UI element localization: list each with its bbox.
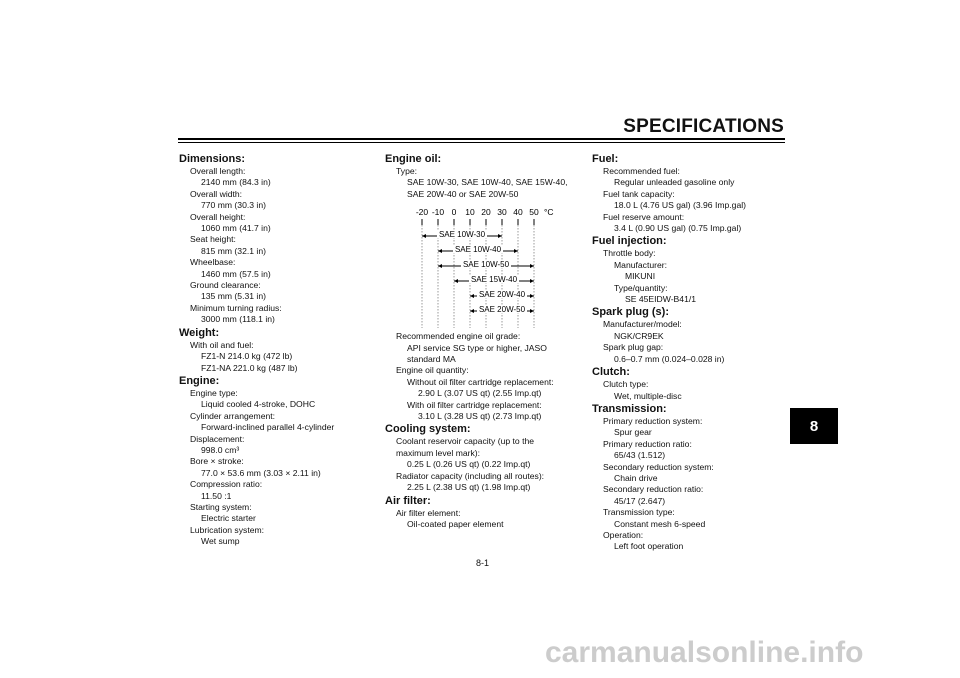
oil-without-value: 2.90 L (3.07 US qt) (2.55 Imp.qt) xyxy=(418,388,542,399)
fuel-tank-label: Fuel tank capacity: xyxy=(603,188,675,199)
overall-length-value: 2140 mm (84.3 in) xyxy=(201,177,271,188)
lubrication-label: Lubrication system: xyxy=(190,524,265,535)
ground-clearance-value: 135 mm (5.31 in) xyxy=(201,291,266,302)
fuel-rec-label: Recommended fuel: xyxy=(603,166,680,176)
radiator-label: Radiator capacity (including all routes): xyxy=(396,470,545,481)
manufacturer-value: MIKUNI xyxy=(625,271,656,282)
overall-height-value: 1060 mm (41.7 in) xyxy=(201,223,271,234)
bar-arrow-right xyxy=(530,309,534,313)
tick-label: -10 xyxy=(431,207,445,218)
sec-ratio-value: 45/17 (2.647) xyxy=(614,495,666,506)
tick-label: -20 xyxy=(415,207,429,218)
watermark: carmanualsonline.info xyxy=(545,636,864,669)
bar-arrow-right xyxy=(530,294,534,298)
reservoir-value: 0.25 L (0.26 US qt) (0.22 Imp.qt) xyxy=(407,459,531,470)
sec-ratio-label: Secondary reduction ratio: xyxy=(603,484,704,495)
bore-stroke-label: Bore × stroke: xyxy=(190,456,244,467)
wheelbase-value: 1460 mm (57.5 in) xyxy=(201,268,271,279)
plug-model-label: Manufacturer/model: xyxy=(603,319,682,330)
bar-label: SAE 10W-30 xyxy=(438,230,486,240)
operation-value: Left foot operation xyxy=(614,541,684,552)
compression-value: 11.50 :1 xyxy=(201,490,232,501)
engine-type-value: Liquid cooled 4-stroke, DOHC xyxy=(201,399,316,410)
bar-label: SAE 20W-50 xyxy=(478,305,526,315)
trans-type-label: Transmission type: xyxy=(603,507,675,518)
weight-heading: Weight: xyxy=(179,326,220,339)
oil-grade-line1: API service SG type or higher, JASO xyxy=(407,342,547,353)
displacement-label: Displacement: xyxy=(190,433,245,444)
bar-arrow-right xyxy=(514,249,518,253)
oil-type-label: Type: xyxy=(396,166,418,176)
reservoir-line1: Coolant reservoir capacity (up to the xyxy=(396,436,535,447)
prim-ratio-value: 65/43 (1.512) xyxy=(614,450,666,461)
bar-arrow-left xyxy=(422,234,426,238)
oil-with-label: With oil filter cartridge replacement: xyxy=(407,399,542,410)
tick-label: 50 xyxy=(529,207,539,218)
fuel-reserve-value: 3.4 L (0.90 US gal) (0.75 Imp.gal) xyxy=(614,223,742,234)
bore-stroke-value: 77.0 × 53.6 mm (3.03 × 2.11 in) xyxy=(201,467,321,478)
tick-label: 0 xyxy=(451,207,457,218)
compression-label: Compression ratio: xyxy=(190,479,263,490)
tick-label: 30 xyxy=(497,207,507,218)
manufacturer-label: Manufacturer: xyxy=(614,259,668,270)
seat-height-value: 815 mm (32.1 in) xyxy=(201,245,266,256)
starting-value: Electric starter xyxy=(201,513,256,524)
prim-ratio-label: Primary reduction ratio: xyxy=(603,438,692,449)
bar-label: SAE 20W-40 xyxy=(478,290,526,300)
ground-clearance-label: Ground clearance: xyxy=(190,280,261,291)
clutch-type-label: Clutch type: xyxy=(603,379,649,390)
chapter-tab[interactable]: 8 xyxy=(790,408,838,444)
bar-label: SAE 15W-40 xyxy=(470,275,518,285)
type-quantity-label: Type/quantity: xyxy=(614,282,668,293)
throttle-body-label: Throttle body: xyxy=(603,248,656,259)
column-middle xyxy=(385,152,595,530)
plug-gap-label: Spark plug gap: xyxy=(603,342,664,353)
sec-sys-value: Chain drive xyxy=(614,472,658,483)
plug-model-value: NGK/CR9EK xyxy=(614,330,664,341)
tick-label: 10 xyxy=(465,207,475,218)
tick-label: 40 xyxy=(513,207,523,218)
clutch-heading: Clutch: xyxy=(592,366,630,379)
air-filter-value: Oil-coated paper element xyxy=(407,518,504,529)
fuel-heading: Fuel: xyxy=(592,153,619,165)
plug-gap-value: 0.6–0.7 mm (0.024–0.028 in) xyxy=(614,353,725,364)
column-left xyxy=(179,152,389,548)
oil-viscosity-svg xyxy=(385,204,575,329)
transmission-heading: Transmission: xyxy=(592,402,667,415)
bar-arrow-right xyxy=(530,279,534,283)
wheelbase-label: Wheelbase: xyxy=(190,257,236,268)
weight-fz1na: FZ1-NA 221.0 kg (487 lb) xyxy=(201,362,298,373)
bar-arrow-left xyxy=(454,279,458,283)
cylinder-value: Forward-inclined parallel 4-cylinder xyxy=(201,422,335,433)
fuel-tank-value: 18.0 L (4.76 US gal) (3.96 Imp.gal) xyxy=(614,200,746,211)
prim-sys-value: Spur gear xyxy=(614,427,652,438)
weight-label: With oil and fuel: xyxy=(190,339,254,350)
bar-label: SAE 10W-40 xyxy=(454,245,502,255)
header-rule-thin xyxy=(178,142,785,143)
oil-without-label: Without oil filter cartridge replacement: xyxy=(407,376,554,387)
cylinder-label: Cylinder arrangement: xyxy=(190,410,276,421)
fuel-rec-value: Regular unleaded gasoline only xyxy=(614,177,735,188)
overall-width-value: 770 mm (30.3 in) xyxy=(201,200,266,211)
bar-label: SAE 10W-50 xyxy=(462,260,510,270)
prim-sys-label: Primary reduction system: xyxy=(603,415,703,426)
bar-arrow-left xyxy=(438,249,442,253)
seat-height-label: Seat height: xyxy=(190,234,236,245)
oil-grade-label: Recommended engine oil grade: xyxy=(396,331,521,342)
air-filter-label: Air filter element: xyxy=(396,507,461,518)
cooling-heading: Cooling system: xyxy=(385,423,471,436)
oil-grade-line2: standard MA xyxy=(407,354,456,365)
lubrication-value: Wet sump xyxy=(201,536,240,547)
fuel-injection-heading: Fuel injection: xyxy=(592,235,667,248)
engine-type-label: Engine type: xyxy=(190,387,238,398)
weight-fz1n: FZ1-N 214.0 kg (472 lb) xyxy=(201,351,293,362)
turning-radius-label: Minimum turning radius: xyxy=(190,302,282,313)
bar-arrow-right xyxy=(530,264,534,268)
oil-type-line2: SAE 20W-40 or SAE 20W-50 xyxy=(407,188,519,199)
spark-plug-heading: Spark plug (s): xyxy=(592,306,670,319)
turning-radius-value: 3000 mm (118.1 in) xyxy=(201,314,275,325)
oil-viscosity-chart xyxy=(385,204,575,329)
trans-type-value: Constant mesh 6-speed xyxy=(614,518,706,529)
column-right xyxy=(592,152,788,553)
clutch-type-value: Wet, multiple-disc xyxy=(614,390,682,401)
oil-type-line1: SAE 10W-30, SAE 10W-40, SAE 15W-40, xyxy=(407,177,568,188)
page-number: 8-1 xyxy=(476,558,490,568)
bar-arrow-left xyxy=(438,264,442,268)
page-title: SPECIFICATIONS xyxy=(623,116,784,137)
reservoir-line2: maximum level mark): xyxy=(396,447,481,458)
bar-arrow-left xyxy=(470,309,474,313)
oil-quantity-label: Engine oil quantity: xyxy=(396,365,469,376)
air-filter-heading: Air filter: xyxy=(385,494,431,507)
bar-arrow-left xyxy=(470,294,474,298)
starting-label: Starting system: xyxy=(190,501,252,512)
tick-label: 20 xyxy=(481,207,491,218)
overall-length-label: Overall length: xyxy=(190,166,246,176)
fuel-reserve-label: Fuel reserve amount: xyxy=(603,211,685,222)
sec-sys-label: Secondary reduction system: xyxy=(603,461,714,472)
bar-arrow-right xyxy=(498,234,502,238)
operation-label: Operation: xyxy=(603,529,644,540)
dimensions-heading: Dimensions: xyxy=(179,153,246,165)
engine-oil-heading: Engine oil: xyxy=(385,153,442,165)
unit-label: °C xyxy=(544,207,554,218)
displacement-value: 998.0 cm³ xyxy=(201,444,240,455)
radiator-value: 2.25 L (2.38 US qt) (1.98 Imp.qt) xyxy=(407,482,531,493)
oil-with-value: 3.10 L (3.28 US qt) (2.73 Imp.qt) xyxy=(418,411,542,422)
overall-height-label: Overall height: xyxy=(190,211,246,222)
engine-heading: Engine: xyxy=(179,374,220,387)
header-rule-thick xyxy=(178,138,785,140)
overall-width-label: Overall width: xyxy=(190,188,243,199)
type-quantity-value: SE 45EIDW-B41/1 xyxy=(625,294,697,305)
